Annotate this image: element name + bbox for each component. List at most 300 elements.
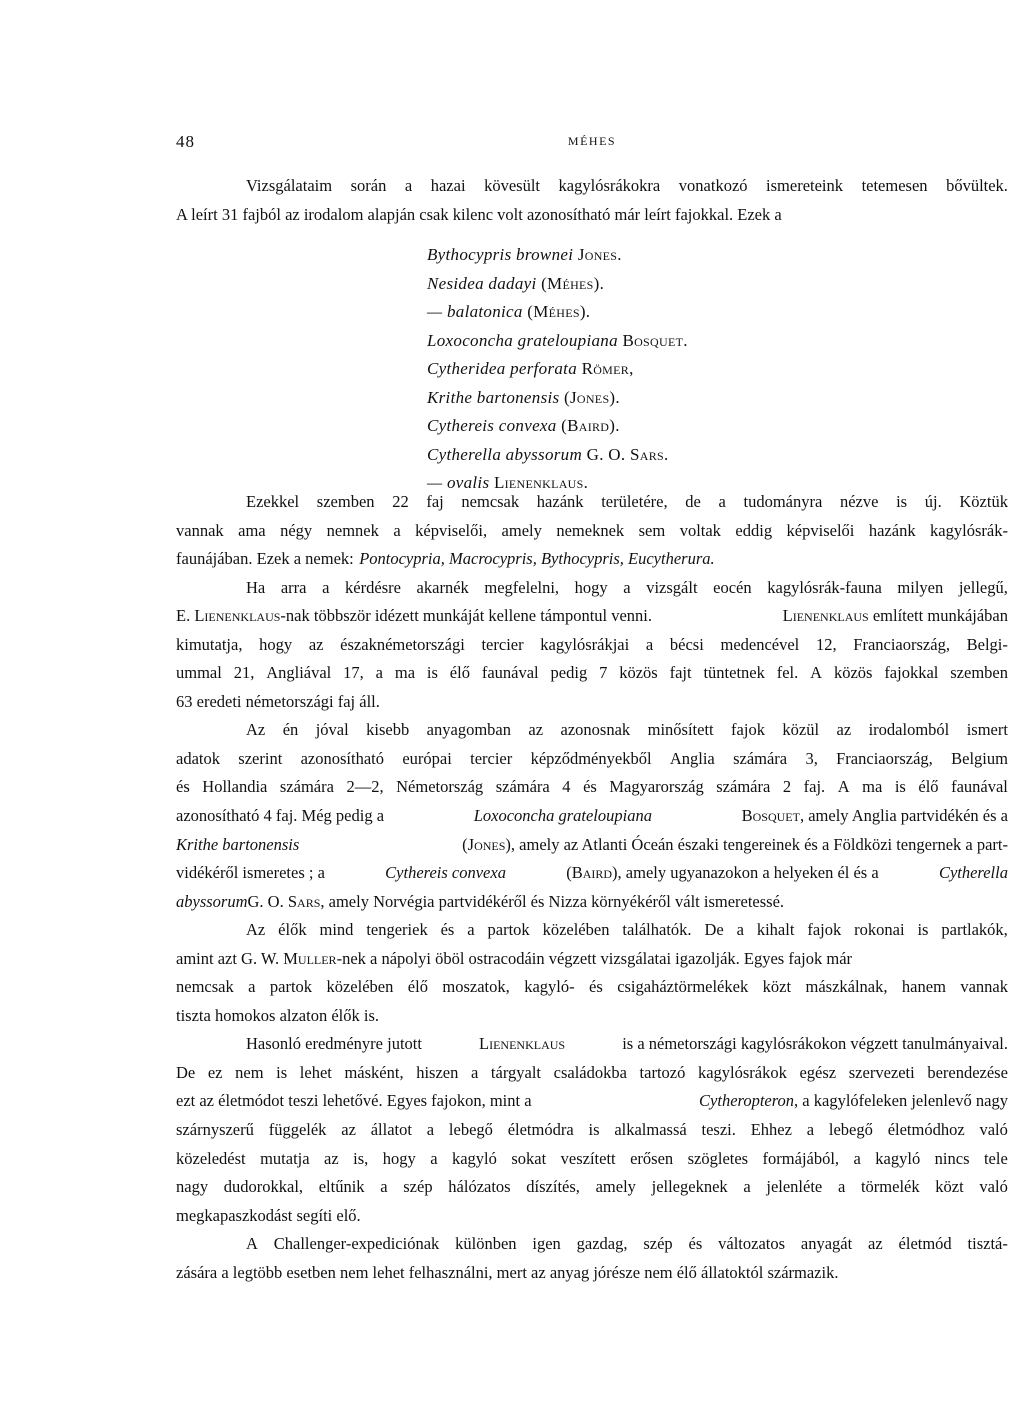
species-name: Krithe bartonensis (176, 834, 300, 854)
word: jellegű, (958, 577, 1008, 597)
word: szárnyszerű (176, 1120, 254, 1140)
word: nemnek (326, 520, 379, 540)
species-name: Cytherella abyssorum (427, 444, 583, 464)
word: irodalomból (868, 720, 950, 740)
word: teszi. (701, 1120, 736, 1140)
text-line (176, 488, 1008, 517)
page-number: 48 (176, 132, 195, 151)
word: igen (532, 1234, 561, 1254)
word: hogy (382, 1148, 416, 1168)
species-author: (Jones). (564, 387, 620, 407)
word: hiszen (416, 1062, 459, 1082)
species-author: Lienenklaus. (493, 473, 589, 493)
word: bővültek. (946, 176, 1008, 195)
word: tercier (470, 748, 513, 768)
word: nincs (934, 1148, 970, 1168)
text-span: azonosítható 4 faj. Még pedig a (176, 806, 385, 826)
word: közt (762, 977, 792, 997)
word: Anglia (669, 748, 715, 768)
text-span (783, 602, 1008, 631)
word: függelék (268, 1120, 327, 1140)
word: jelenléte (766, 1177, 823, 1197)
text-span: ), amely az Atlanti Óceán északi tengereinek és a Földközi tengernek a part- (505, 834, 1008, 854)
text-span: Hasonló eredményre jutott (246, 1034, 422, 1054)
word: Hollandia (202, 777, 268, 797)
word: törmelék (860, 1177, 920, 1197)
text-span: is a németországi kagylósrákokon végzett tanulmányaival. (622, 1034, 1008, 1054)
word: számára (716, 777, 771, 797)
species-name: Cytherella (938, 863, 1008, 883)
word: is (896, 492, 908, 511)
word: 7 (599, 663, 608, 683)
word: csigaháztörmelékek (617, 977, 749, 997)
word: kövesült (484, 176, 540, 195)
word: is, (353, 1148, 369, 1168)
species-item (427, 298, 987, 327)
text-span: ezt az életmódot teszi lehetővé. Egyes fajokon, mint a (176, 1091, 532, 1111)
species-name: Cythereis convexa (385, 863, 506, 883)
word: élő (918, 777, 939, 797)
word: nézve (839, 492, 879, 511)
word: 2—2, (346, 777, 384, 797)
word: de (685, 492, 701, 511)
species-item (427, 270, 987, 299)
word: mind (319, 920, 354, 940)
text-line (176, 945, 1008, 974)
word: számára (733, 748, 788, 768)
word: ma (862, 777, 883, 797)
word: az (308, 634, 324, 654)
author-name: Lienenklaus (479, 1034, 566, 1054)
word: Belgi- (966, 634, 1008, 654)
species-item (427, 412, 987, 441)
word: vannak (960, 977, 1008, 997)
word: a (853, 1148, 861, 1168)
text-span: , amely Anglia partvidékén és a (799, 806, 1008, 826)
author-name: Lienenklaus (194, 606, 281, 626)
text-line (176, 631, 1008, 660)
word: fajt (669, 663, 692, 683)
genus-name: Cytheropteron (699, 1091, 795, 1111)
word: alkalmassá (614, 1120, 687, 1140)
word: a (467, 920, 475, 940)
word: területére, (601, 492, 668, 511)
word: tüntetnek (703, 663, 765, 683)
word: során (350, 176, 387, 195)
word: egész (799, 1062, 837, 1082)
text-span: E. (176, 606, 191, 626)
word: kihalt (756, 920, 795, 940)
word: formájából, (762, 1148, 840, 1168)
word: azonosnak (560, 720, 631, 740)
text-line (176, 1030, 1008, 1059)
text-line (176, 1116, 1008, 1145)
text-span: -nek a nápolyi öböl ostracodáin végzett vizsgálatai igazolják. Egyes fajok már (336, 948, 853, 968)
word: a (645, 634, 654, 654)
word: lebegő (828, 1120, 873, 1140)
word: tercier (481, 634, 524, 654)
word: lehet (299, 1062, 332, 1082)
text-line (176, 973, 1008, 1002)
species-item (427, 355, 987, 384)
word: is (894, 777, 906, 797)
text-line (176, 888, 1008, 917)
word: hazánk (536, 492, 584, 511)
word: mászkálnak, (805, 977, 888, 997)
word: ez (207, 1062, 223, 1082)
word: jellegeknek (651, 1177, 728, 1197)
text-span (566, 859, 878, 888)
word: északnémetországi (340, 634, 465, 654)
word: nemcsak (176, 977, 234, 997)
word: Franciaország, (853, 634, 950, 654)
word: fajok (807, 920, 842, 940)
species-author: (Méhes). (527, 302, 591, 322)
word: anyagomban (426, 720, 511, 740)
word: eddig (735, 520, 773, 540)
word: Angliával (266, 663, 332, 683)
word: Ezekkel (246, 492, 300, 511)
word: a (430, 1148, 438, 1168)
text-line (176, 1173, 1008, 1202)
word: ismereteink (766, 176, 844, 195)
word: fajok (731, 720, 765, 740)
species-author: (Baird). (561, 416, 620, 436)
word: medencével (720, 634, 800, 654)
word: szerint (238, 748, 283, 768)
text-line: tiszta homokos alzaton élők is. (176, 1005, 380, 1025)
word: moszatok, (442, 977, 510, 997)
word: a (806, 1120, 815, 1140)
text-line: A leírt 31 fajból az irodalom alapján csak kilenc volt azonosítható már leírt fajokkal. Ezek a (176, 204, 782, 224)
species-author: (Méhes). (541, 273, 605, 293)
word: tudományra (743, 492, 823, 511)
author-name: Jones (467, 834, 506, 854)
word: közös (833, 663, 873, 683)
word: A (810, 663, 823, 683)
word: élők (278, 920, 307, 940)
word: európai (402, 748, 452, 768)
word: állatot (370, 1120, 412, 1140)
species-item (427, 241, 987, 270)
species-name: Bythocypris brownei (427, 245, 574, 264)
text-span (176, 945, 852, 974)
word: Franciaország, (836, 748, 933, 768)
species-author: G. O. Sars. (586, 444, 669, 464)
text-span (699, 1087, 1008, 1116)
word: ismert (966, 720, 1008, 740)
word: sem (638, 520, 666, 540)
word: a (623, 577, 631, 597)
word: 12, (815, 634, 837, 654)
word: nemcsak (461, 492, 520, 511)
word: és (176, 777, 190, 797)
word: partlakók, (941, 920, 1008, 940)
word: új. (924, 492, 942, 511)
word: szép (643, 1234, 673, 1254)
word: is (588, 1120, 600, 1140)
word: vonatkozó (678, 176, 748, 195)
text-span: G. O. (247, 891, 284, 911)
text-span: ( (462, 834, 468, 854)
word: különben (455, 1234, 517, 1254)
body-text (176, 488, 1008, 1287)
word: a (426, 1120, 435, 1140)
word: hogy (259, 634, 293, 654)
species-list (427, 241, 987, 498)
word: életmód (898, 1234, 952, 1254)
word: vannak (176, 520, 224, 540)
text-span: amint azt G. W. (176, 948, 280, 968)
word: díszítés, (526, 1177, 580, 1197)
word: tetemesen (861, 176, 928, 195)
text-line (176, 545, 1008, 574)
word: kagylósrák- (930, 520, 1008, 540)
word: négy (280, 520, 313, 540)
word: Belgium (951, 748, 1008, 768)
species-name: Loxoconcha grateloupiana (473, 806, 652, 826)
word: életmódhoz (887, 1120, 965, 1140)
word: kagylósrák-fauna (767, 577, 882, 597)
word: számára (495, 777, 550, 797)
word: élő (407, 977, 428, 997)
author-name: Muller (283, 948, 337, 968)
word: 21, (233, 663, 255, 683)
species-name: abyssorum (176, 891, 248, 911)
word: kimutatja, (176, 634, 243, 654)
species-item (427, 384, 987, 413)
word: rokonai (854, 920, 905, 940)
word: tárgyalt (490, 1062, 542, 1082)
text-line: zására a legtöbb esetben nem lehet felhasználni, mert az anyag jórésze nem élő állatoktól származik. (176, 1262, 839, 1282)
word: amely (501, 520, 542, 540)
word: a (718, 492, 726, 511)
word: akarnék (416, 577, 469, 597)
word: berendezése (927, 1062, 1008, 1082)
word: változatos (718, 1234, 786, 1254)
word: a (736, 920, 744, 940)
word: partok (487, 920, 530, 940)
word: De (176, 1062, 196, 1082)
word: faunával (481, 663, 539, 683)
word: 4 (562, 777, 571, 797)
word: kagylósrákok (697, 1062, 787, 1082)
word: a (322, 577, 330, 597)
word: a (248, 977, 256, 997)
word: erősen (630, 1148, 674, 1168)
word: dudorokkal, (223, 1177, 304, 1197)
word: közül (782, 720, 820, 740)
word: az (868, 1234, 883, 1254)
word: Magyarország (609, 777, 704, 797)
word: kagyló (875, 1148, 921, 1168)
species-name: Cythereis convexa (427, 416, 557, 436)
word: Vizsgálataim (246, 176, 333, 195)
word: megfelelni, (484, 577, 560, 597)
word: hazai (430, 176, 466, 195)
word: képviselői (786, 520, 855, 540)
text-line: megkapaszkodást segíti elő. (176, 1205, 361, 1225)
word: és (688, 1234, 703, 1254)
text-line (176, 1059, 1008, 1088)
text-line (176, 802, 1008, 831)
text-line (176, 716, 1008, 745)
word: hálózatos (448, 1177, 511, 1197)
author-name: Sars (287, 891, 321, 911)
word: minősített (647, 720, 714, 740)
word: hogy (574, 577, 608, 597)
word: bécsi (669, 634, 704, 654)
word: mutatja (260, 1148, 310, 1168)
word: nagy (176, 1177, 209, 1197)
word: tengeriek (366, 920, 428, 940)
text-span (248, 888, 785, 917)
text-span: , amely Norvégia partvidékéről és Nizza környékéről vált ismeretessé. (320, 891, 785, 911)
word: tisztá- (967, 1234, 1008, 1254)
species-name: Krithe bartonensis (427, 387, 560, 407)
word: én (282, 720, 299, 740)
word: közelében (542, 920, 610, 940)
word: 3, (805, 748, 818, 768)
text-span: ( (566, 863, 572, 883)
word: adatok (176, 748, 220, 768)
word: Németország (396, 777, 484, 797)
word: anyagát (800, 1234, 853, 1254)
species-author: Jones. (577, 245, 622, 264)
word: ummal (176, 663, 222, 683)
word: sokat (511, 1148, 547, 1168)
word: amely (595, 1177, 636, 1197)
text-line (176, 831, 1008, 860)
word: közös (619, 663, 658, 683)
word: közt (935, 1177, 964, 1197)
word: és (440, 920, 455, 940)
word: hazánk (868, 520, 916, 540)
author-name: Bosquet (741, 806, 800, 826)
text-line (176, 602, 1008, 631)
word: képződményekből (530, 748, 652, 768)
text-line (176, 916, 1008, 945)
word: a (404, 176, 413, 195)
word: hanem (901, 977, 946, 997)
species-item (427, 327, 987, 356)
word: eocén (713, 577, 752, 597)
word: képviselői, (415, 520, 488, 540)
text-span (176, 602, 652, 631)
word: gazdag, (576, 1234, 628, 1254)
word: Challenger-expediciónak (273, 1234, 440, 1254)
species-name: Cytheridea perforata (427, 359, 578, 379)
word: közelében (326, 977, 394, 997)
word: A (246, 1234, 258, 1254)
word: családokba (553, 1062, 627, 1082)
word: szervezeti (848, 1062, 915, 1082)
word: tele (983, 1148, 1008, 1168)
word: másként, (344, 1062, 404, 1082)
word: kagyló (451, 1148, 497, 1168)
word: a (380, 1177, 388, 1197)
word: eltűnik (318, 1177, 365, 1197)
word: Ehhez (750, 1120, 792, 1140)
word: azonosítható (300, 748, 384, 768)
running-head: MÉHES (567, 134, 617, 148)
word: az (324, 1148, 339, 1168)
word: élő (449, 663, 470, 683)
word: 22 (392, 492, 409, 511)
text-line: 63 eredeti németországi faj áll. (176, 691, 380, 711)
species-author: Römer, (581, 359, 634, 379)
word: kagyló- (524, 977, 575, 997)
word: voltak (679, 520, 721, 540)
word: fel. (776, 663, 799, 683)
author-name: Baird (571, 863, 613, 883)
text-line (176, 574, 1008, 603)
text-line (176, 859, 1008, 888)
word: is (276, 1062, 288, 1082)
text-line (176, 517, 1008, 546)
text-span (462, 831, 1008, 860)
word: kagylósrákjai (540, 634, 630, 654)
text-span (742, 802, 1008, 831)
word: szép (403, 1177, 433, 1197)
word: is (426, 663, 438, 683)
text-line (176, 1145, 1008, 1174)
page-header (176, 132, 1008, 154)
word: való (979, 1177, 1008, 1197)
species-author: Bosquet. (622, 330, 688, 350)
text-line (176, 1087, 1008, 1116)
word: számára (279, 777, 334, 797)
word: Az (246, 920, 266, 940)
word: az (341, 1120, 356, 1140)
word: ma (394, 663, 416, 683)
word: fajokkal (884, 663, 939, 683)
word: tartozó (639, 1062, 686, 1082)
word: 17, (343, 663, 364, 683)
species-item (427, 441, 987, 470)
intro-paragraph (176, 172, 1008, 229)
word: életmódra (507, 1120, 574, 1140)
word: jóval (315, 720, 349, 740)
word: faj. (803, 777, 826, 797)
word: Ha (246, 577, 266, 597)
species-name: Nesidea dadayi (427, 273, 537, 293)
word: faunával (951, 777, 1008, 797)
text-line (176, 659, 1008, 688)
genus-list: Pontocypria, Macrocypris, Bythocypris, Eucytherura. (359, 549, 715, 569)
word: a (375, 663, 383, 683)
word: szemben (316, 492, 375, 511)
word: közeledést (176, 1148, 246, 1168)
word: találhatók. (622, 920, 692, 940)
author-name: Lienenklaus (782, 606, 869, 626)
word: az (528, 720, 544, 740)
word: 2 (782, 777, 792, 797)
word: A (837, 777, 850, 797)
text-span: ), amely ugyanazokon a helyeken él és a (612, 863, 879, 883)
species-name: Loxoconcha grateloupiana (427, 330, 618, 350)
text-line (176, 773, 1008, 802)
species-name: — ovalis (427, 473, 490, 493)
word: lebegő (448, 1120, 493, 1140)
text-span: -nak többször idézett munkáját kellene támpontul venni. (280, 606, 653, 626)
species-name: — balatonica (427, 302, 523, 322)
word: és (589, 977, 603, 997)
word: és (583, 777, 597, 797)
word: Köztük (959, 492, 1008, 511)
text-line (176, 745, 1008, 774)
text-span: , a kagylófeleken jelenlevő nagy (794, 1091, 1008, 1111)
